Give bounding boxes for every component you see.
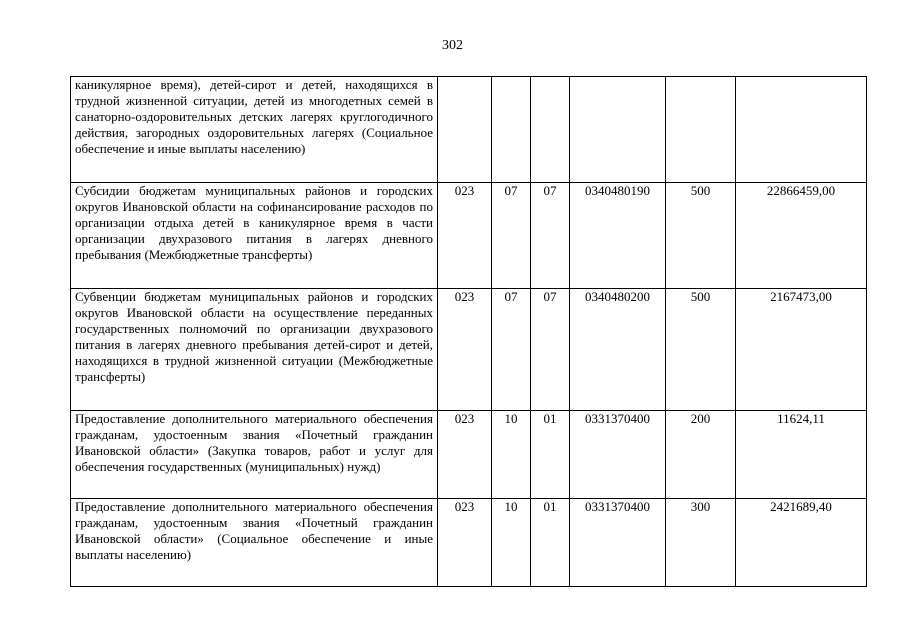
page-number: 302 bbox=[442, 38, 463, 53]
row-description: Предоставление дополнительного материального обеспечения гражданам, удостоенным звания «Почетный гражданин Ивановской области» (Социальное обеспечение и иные выплаты населению) bbox=[71, 499, 438, 587]
row-section-code: 07 bbox=[492, 183, 531, 289]
table-row bbox=[71, 499, 867, 587]
row-target-article: 0331370400 bbox=[570, 499, 666, 587]
row-expense-type: 500 bbox=[666, 289, 736, 411]
table-row bbox=[71, 411, 867, 499]
table-row bbox=[71, 289, 867, 411]
row-section-code bbox=[492, 77, 531, 183]
row-subsection-code: 07 bbox=[531, 183, 570, 289]
row-expense-type: 300 bbox=[666, 499, 736, 587]
row-expense-type: 200 bbox=[666, 411, 736, 499]
budget-table bbox=[70, 76, 867, 587]
row-amount: 2167473,00 bbox=[736, 289, 867, 411]
row-subsection-code bbox=[531, 77, 570, 183]
row-ministry-code: 023 bbox=[438, 499, 492, 587]
row-section-code: 10 bbox=[492, 499, 531, 587]
row-target-article bbox=[570, 77, 666, 183]
row-subsection-code: 01 bbox=[531, 411, 570, 499]
row-amount: 22866459,00 bbox=[736, 183, 867, 289]
row-amount: 2421689,40 bbox=[736, 499, 867, 587]
row-description: Субсидии бюджетам муниципальных районов и городских округов Ивановской области на софинансирование расходов по организации отдыха детей в каникулярное время в части организации двухразового питания в лагерях дневного пребывания (Межбюджетные трансферты) bbox=[71, 183, 438, 289]
row-description: Предоставление дополнительного материального обеспечения гражданам, удостоенным звания «Почетный гражданин Ивановской области» (Закупка товаров, работ и услуг для обеспечения государственных (муниципальных) нужд) bbox=[71, 411, 438, 499]
row-ministry-code: 023 bbox=[438, 411, 492, 499]
row-target-article: 0340480200 bbox=[570, 289, 666, 411]
table-row bbox=[71, 77, 867, 183]
row-subsection-code: 01 bbox=[531, 499, 570, 587]
row-ministry-code: 023 bbox=[438, 289, 492, 411]
table-row bbox=[71, 183, 867, 289]
row-ministry-code: 023 bbox=[438, 183, 492, 289]
row-target-article: 0331370400 bbox=[570, 411, 666, 499]
row-description: каникулярное время), детей-сирот и детей, находящихся в трудной жизненной ситуации, детей из многодетных семей в санаторно-оздоровительных детских лагерях круглогодичного действия, загородных оздоровительных лагерях (Социальное обеспечение и иные выплаты населению) bbox=[71, 77, 438, 183]
row-amount: 11624,11 bbox=[736, 411, 867, 499]
row-section-code: 10 bbox=[492, 411, 531, 499]
row-expense-type: 500 bbox=[666, 183, 736, 289]
row-description: Субвенции бюджетам муниципальных районов и городских округов Ивановской области на осуществление переданных государственных полномочий по организации двухразового питания в лагерях дневного пребывания детей-сирот и детей, находящихся в трудной жизненной ситуации (Межбюджетные трансферты) bbox=[71, 289, 438, 411]
row-amount bbox=[736, 77, 867, 183]
row-expense-type bbox=[666, 77, 736, 183]
row-section-code: 07 bbox=[492, 289, 531, 411]
row-subsection-code: 07 bbox=[531, 289, 570, 411]
row-ministry-code bbox=[438, 77, 492, 183]
row-target-article: 0340480190 bbox=[570, 183, 666, 289]
